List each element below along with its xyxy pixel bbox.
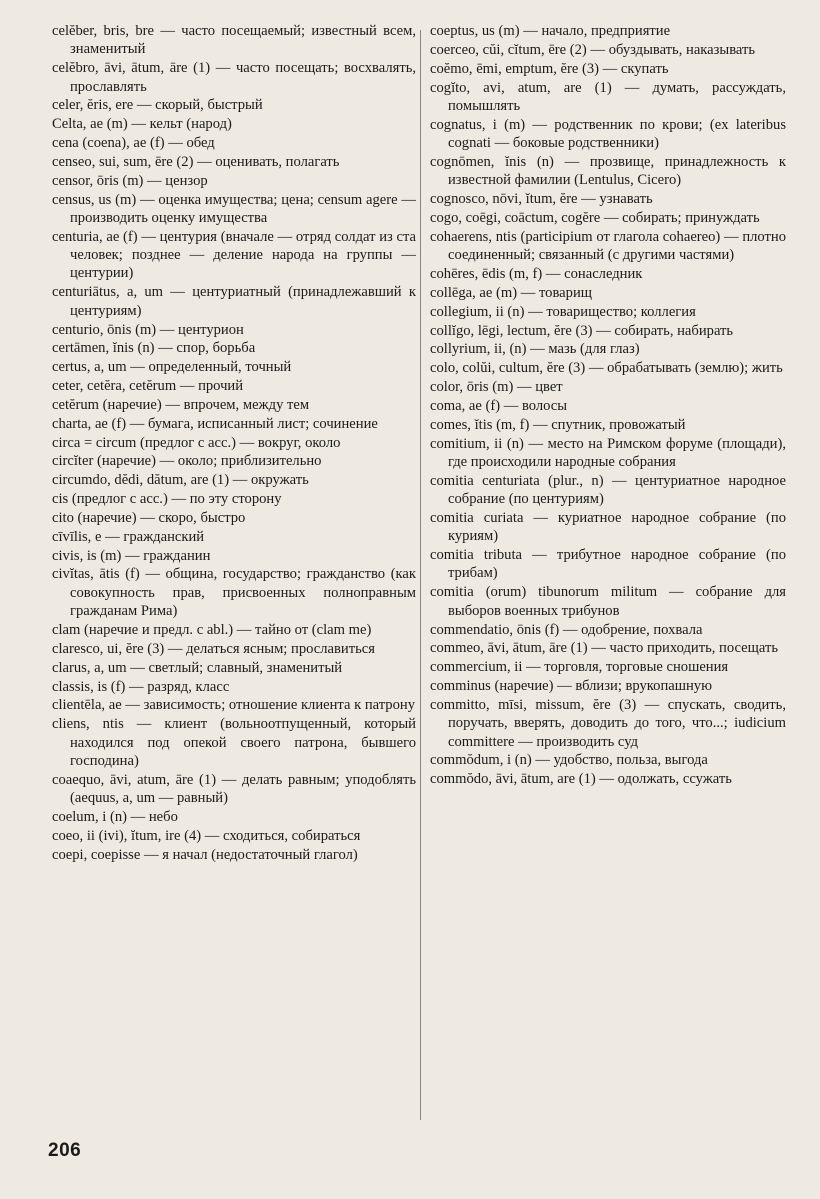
column-divider (420, 30, 421, 1120)
dictionary-entry: committo, mīsi, missum, ĕre (3) — спускать, сводить, поручать, вверять, доводить до того, что...; iudicium committere — производить суд (430, 696, 786, 750)
dictionary-entry: comminus (наречие) — вблизи; врукопашную (430, 678, 712, 695)
dictionary-entry: cīvīlis, e — гражданский (52, 528, 205, 545)
dictionary-entry: coepi, coepisse — я начал (недостаточный глагол) (52, 846, 358, 863)
dictionary-entry: comes, ĭtis (m, f) — спутник, провожатый (430, 416, 686, 433)
dictionary-entry: color, ōris (m) — цвет (430, 379, 563, 396)
dictionary-entry: certus, a, um — определенный, точный (52, 359, 292, 376)
dictionary-entry: cogĭto, avi, atum, are (1) — думать, рассуждать, помышлять (430, 79, 786, 114)
dictionary-entry: colo, colŭi, cultum, ĕre (3) — обрабатывать (землю); жить (430, 360, 783, 377)
page-number: 206 (48, 1140, 82, 1161)
dictionary-entry: cliens, ntis — клиент (вольноотпущенный, который находился под опекой своего патрона, бывшего господина) (52, 716, 416, 769)
dictionary-entry: circa = circum (предлог с acc.) — вокруг, около (52, 434, 341, 451)
dictionary-entry: clientēla, ae — зависимость; отношение клиента к патрону (52, 697, 416, 714)
dictionary-entry: clarus, a, um — светлый; славный, знаменитый (52, 659, 343, 676)
dictionary-entry: coeo, ii (ivi), ĭtum, ire (4) — сходиться, собираться (52, 827, 361, 844)
dictionary-entry: coerceo, cŭi, cĭtum, ēre (2) — обуздывать, наказывать (430, 41, 756, 58)
dictionary-entry: claresco, ui, ĕre (3) — делаться ясным; прославиться (52, 640, 375, 657)
dictionary-entry: charta, ae (f) — бумага, исписанный лист; сочинение (52, 415, 378, 432)
dictionary-entry: certāmen, ĭnis (n) — спор, борьба (52, 340, 256, 357)
dictionary-entry: centuria, ae (f) — центурия (вначале — отряд солдат из ста человек; позднее — деление народа на группы — центурии) (52, 228, 416, 282)
right-column (430, 22, 786, 789)
dictionary-entry: comitia curiata — куриатное народное собрание (по куриям) (430, 509, 786, 545)
dictionary-entry: cohaerens, ntis (participium от глагола cohaereo) — плотно соединенный; связанный (с другими частями) (430, 228, 786, 264)
dictionary-entry: censeo, sui, sum, ēre (2) — оценивать, полагать (52, 153, 340, 170)
dictionary-entry: commercium, ii — торговля, торговые сношения (430, 659, 729, 676)
dictionary-entry: coĕmo, ēmi, emptum, ĕre (3) — скупать (430, 60, 669, 77)
dictionary-entry: celĕbro, āvi, ātum, āre (1) — часто посещать; восхвалять, прославлять (52, 60, 416, 95)
dictionary-entry: comitium, ii (n) — место на Римском форуме (площади), где происходили народные собрания (430, 435, 786, 470)
dictionary-entry: cognatus, i (m) — родственник по крови; (ex lateribus cognati — боковые родственники) (430, 116, 786, 152)
dictionary-entry: collĭgo, lēgi, lectum, ĕre (3) — собирать, набирать (430, 322, 734, 339)
dictionary-entry: circĭter (наречие) — около; приблизительно (52, 453, 322, 470)
dictionary-entry: census, us (m) — оценка имущества; цена; censum agere — производить оценку имущества (52, 191, 416, 226)
dictionary-entry: collēga, ae (m) — товарищ (430, 284, 592, 301)
dictionary-entry: ceter, cetĕra, cetĕrum — прочий (52, 378, 244, 395)
dictionary-entry: comitia centuriata (plur., n) — центуриатное народное собрание (по центуриям) (430, 472, 786, 508)
dictionary-entry: commeo, āvi, ātum, āre (1) — часто приходить, посещать (430, 640, 779, 657)
dictionary-entry: cognosco, nōvi, ĭtum, ĕre — узнавать (430, 191, 653, 208)
dictionary-entry: centuriātus, a, um — центуриатный (принадлежавший к центуриям) (52, 284, 416, 319)
dictionary-entry: civĭtas, ātis (f) — община, государство; гражданство (как совокупность прав, присвоенных полноправным гражданам Рима) (52, 566, 416, 620)
dictionary-entry: cena (coena), ae (f) — обед (52, 135, 215, 152)
dictionary-entry: cognōmen, ĭnis (n) — прозвище, принадлежность к известной фамилии (Lentulus, Cicero) (430, 153, 786, 189)
dictionary-entry: commendatio, ōnis (f) — одобрение, похвала (430, 621, 703, 638)
dictionary-entry: cetĕrum (наречие) — впрочем, между тем (52, 396, 310, 413)
left-column (52, 22, 416, 864)
dictionary-entry: censor, ōris (m) — цензор (52, 172, 208, 189)
dictionary-entry: clam (наречие и предл. с abl.) — тайно от (clam me) (52, 622, 372, 638)
dictionary-entry: coeptus, us (m) — начало, предприятие (430, 23, 671, 39)
dictionary-entry: coelum, i (n) — небо (52, 808, 178, 825)
dictionary-entry: coma, ae (f) — волосы (430, 397, 568, 414)
dictionary-entry: commŏdum, i (n) — удобство, польза, выгода (430, 752, 708, 769)
dictionary-entry: collegium, ii (n) — товарищество; коллегия (430, 303, 696, 320)
dictionary-entry: cogo, coēgi, coāctum, cogĕre — собирать; принуждать (430, 209, 760, 226)
dictionary-entry: cis (предлог с acc.) — по эту сторону (52, 491, 282, 508)
dictionary-entry: circumdo, dĕdi, dătum, are (1) — окружать (52, 472, 309, 489)
dictionary-entry: cohēres, ēdis (m, f) — сонаследник (430, 265, 643, 282)
dictionary-entry: civis, is (m) — гражданин (52, 547, 211, 564)
dictionary-entry: collyrium, ii, (n) — мазь (для глаз) (430, 341, 640, 358)
dictionary-entry: classis, is (f) — разряд, класс (52, 678, 230, 695)
dictionary-entry: cito (наречие) — скоро, быстро (52, 509, 246, 526)
dictionary-entry: Celta, ae (m) — кельт (народ) (52, 116, 232, 133)
dictionary-entry: celĕber, bris, bre — часто посещаемый; известный всем, знаменитый (52, 23, 416, 58)
dictionary-entry: celer, ĕris, ere — скорый, быстрый (52, 97, 263, 114)
dictionary-entry: centurio, ōnis (m) — центурион (52, 321, 244, 338)
dictionary-entry: coaequo, āvi, atum, āre (1) — делать равным; уподоблять (aequus, a, um — равный) (52, 771, 416, 807)
dictionary-entry: commŏdo, āvi, ātum, are (1) — одолжать, ссужать (430, 771, 732, 788)
dictionary-entry: comitia tributa — трибутное народное собрание (по трибам) (430, 547, 786, 582)
dictionary-entry: comitia (orum) tibunorum militum — собрание для выборов военных трибунов (430, 584, 786, 619)
